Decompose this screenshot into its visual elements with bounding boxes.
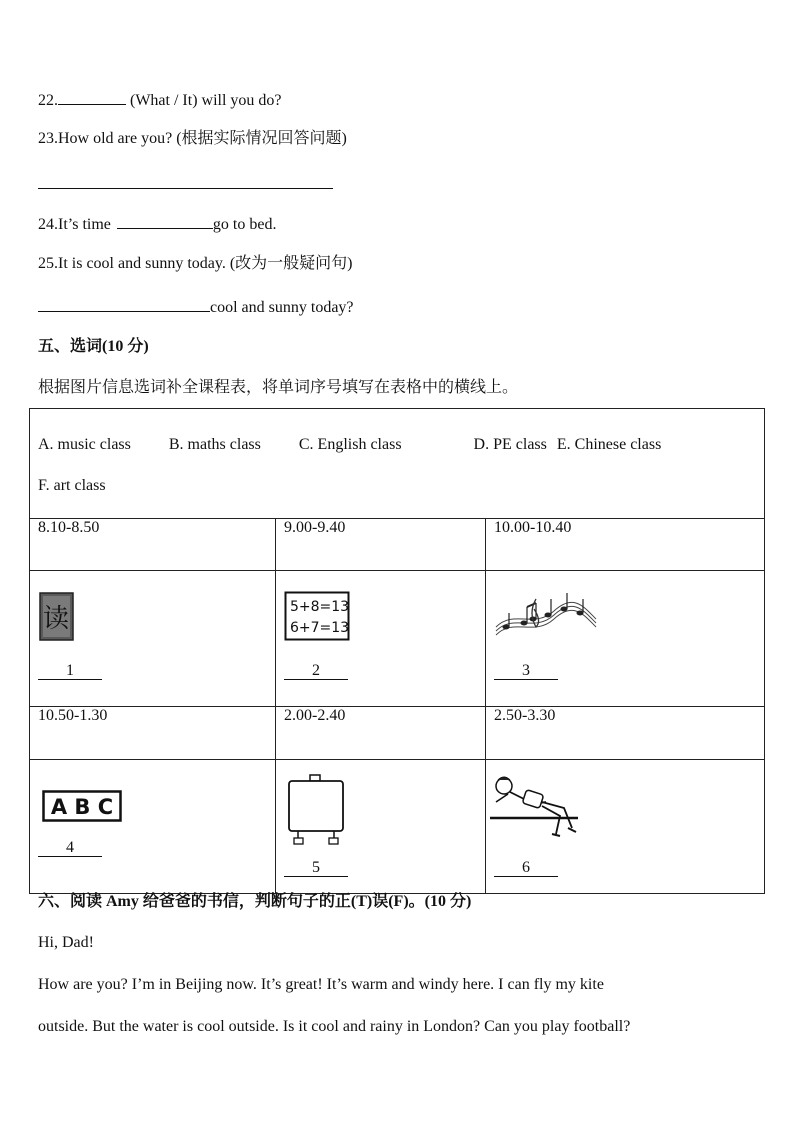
chinese-book-icon — [38, 591, 76, 648]
schedule-table — [29, 408, 765, 894]
math-line-2: 6+7=13 — [290, 620, 350, 636]
time-cell: 2.50-3.30 — [486, 707, 765, 760]
answer-line[interactable] — [38, 188, 333, 189]
question-text: cool and sunny today? — [210, 299, 354, 316]
question-number: 22. — [38, 92, 58, 109]
question-number: 23. — [38, 130, 58, 147]
question-24 — [38, 212, 276, 235]
book-character: 读 — [42, 604, 70, 634]
section-6-heading: 六、阅读 Amy 给爸爸的书信，判断句子的正(T)误(F)。(10 分) — [38, 893, 472, 910]
option-b: B. maths class — [168, 436, 261, 453]
section-5-heading: 五、选词(10 分) — [38, 338, 149, 355]
question-text: (What / It) will you do? — [126, 92, 282, 109]
time-cell: 2.00-2.40 — [276, 707, 486, 760]
question-22 — [38, 88, 282, 111]
option-d: D. PE class — [473, 436, 547, 453]
answer-blank[interactable] — [38, 295, 210, 312]
math-line-1: 5+8=13 — [290, 599, 350, 615]
answer-blank[interactable] — [117, 212, 213, 229]
schedule-cell-1 — [30, 571, 276, 707]
time-cell: 10.00-10.40 — [486, 519, 765, 571]
schedule-cell-2 — [276, 571, 486, 707]
answer-blank-4[interactable]: 4 — [38, 840, 102, 857]
high-jump-icon — [490, 772, 582, 849]
time-cell: 8.10-8.50 — [30, 519, 276, 571]
answer-blank-5[interactable]: 5 — [284, 860, 348, 877]
letter-paragraph-line-1: How are you? I’m in Beijing now. It’s great! It’s warm and windy here. I can fly my kite — [38, 976, 604, 993]
answer-blank-3[interactable]: 3 — [494, 663, 558, 680]
answer-blank-2[interactable]: 2 — [284, 663, 348, 680]
answer-blank[interactable] — [58, 88, 126, 105]
question-25 — [38, 254, 353, 274]
letter-paragraph-line-2: outside. But the water is cool outside. Is it cool and rainy in London? Can you play football? — [38, 1018, 631, 1035]
option-a: A. music class — [38, 436, 131, 453]
abc-letters: A B C — [50, 795, 114, 819]
schedule-cell-3 — [486, 571, 765, 707]
time-cell: 10.50-1.30 — [30, 707, 276, 760]
question-number: 24. — [38, 216, 58, 233]
question-text: How old are you? (根据实际情况回答问题) — [58, 130, 347, 147]
schedule-cell-5 — [276, 760, 486, 894]
question-text: go to bed. — [212, 216, 277, 233]
letter-greeting: Hi, Dad! — [38, 934, 94, 951]
section-5-instruction: 根据图片信息选词补全课程表，将单词序号填写在表格中的横线上。 — [38, 379, 519, 396]
option-e: E. Chinese class — [556, 436, 662, 453]
question-25-answer — [38, 295, 354, 318]
question-text: It is cool and sunny today. (改为一般疑问句) — [58, 255, 353, 272]
schedule-cell-6 — [486, 760, 765, 894]
answer-blank-1[interactable]: 1 — [38, 663, 102, 680]
word-options — [30, 409, 765, 519]
option-f: F. art class — [38, 477, 106, 494]
math-board-icon — [284, 591, 350, 646]
abc-card-icon — [42, 790, 122, 827]
question-text: It’s time — [58, 216, 115, 233]
time-cell: 9.00-9.40 — [276, 519, 486, 571]
schedule-cell-4 — [30, 760, 276, 894]
option-c: C. English class — [298, 436, 402, 453]
question-number: 25. — [38, 255, 58, 272]
drawing-board-icon — [286, 774, 348, 851]
answer-blank-6[interactable]: 6 — [494, 860, 558, 877]
question-23 — [38, 129, 347, 149]
music-notes-icon — [494, 589, 598, 644]
